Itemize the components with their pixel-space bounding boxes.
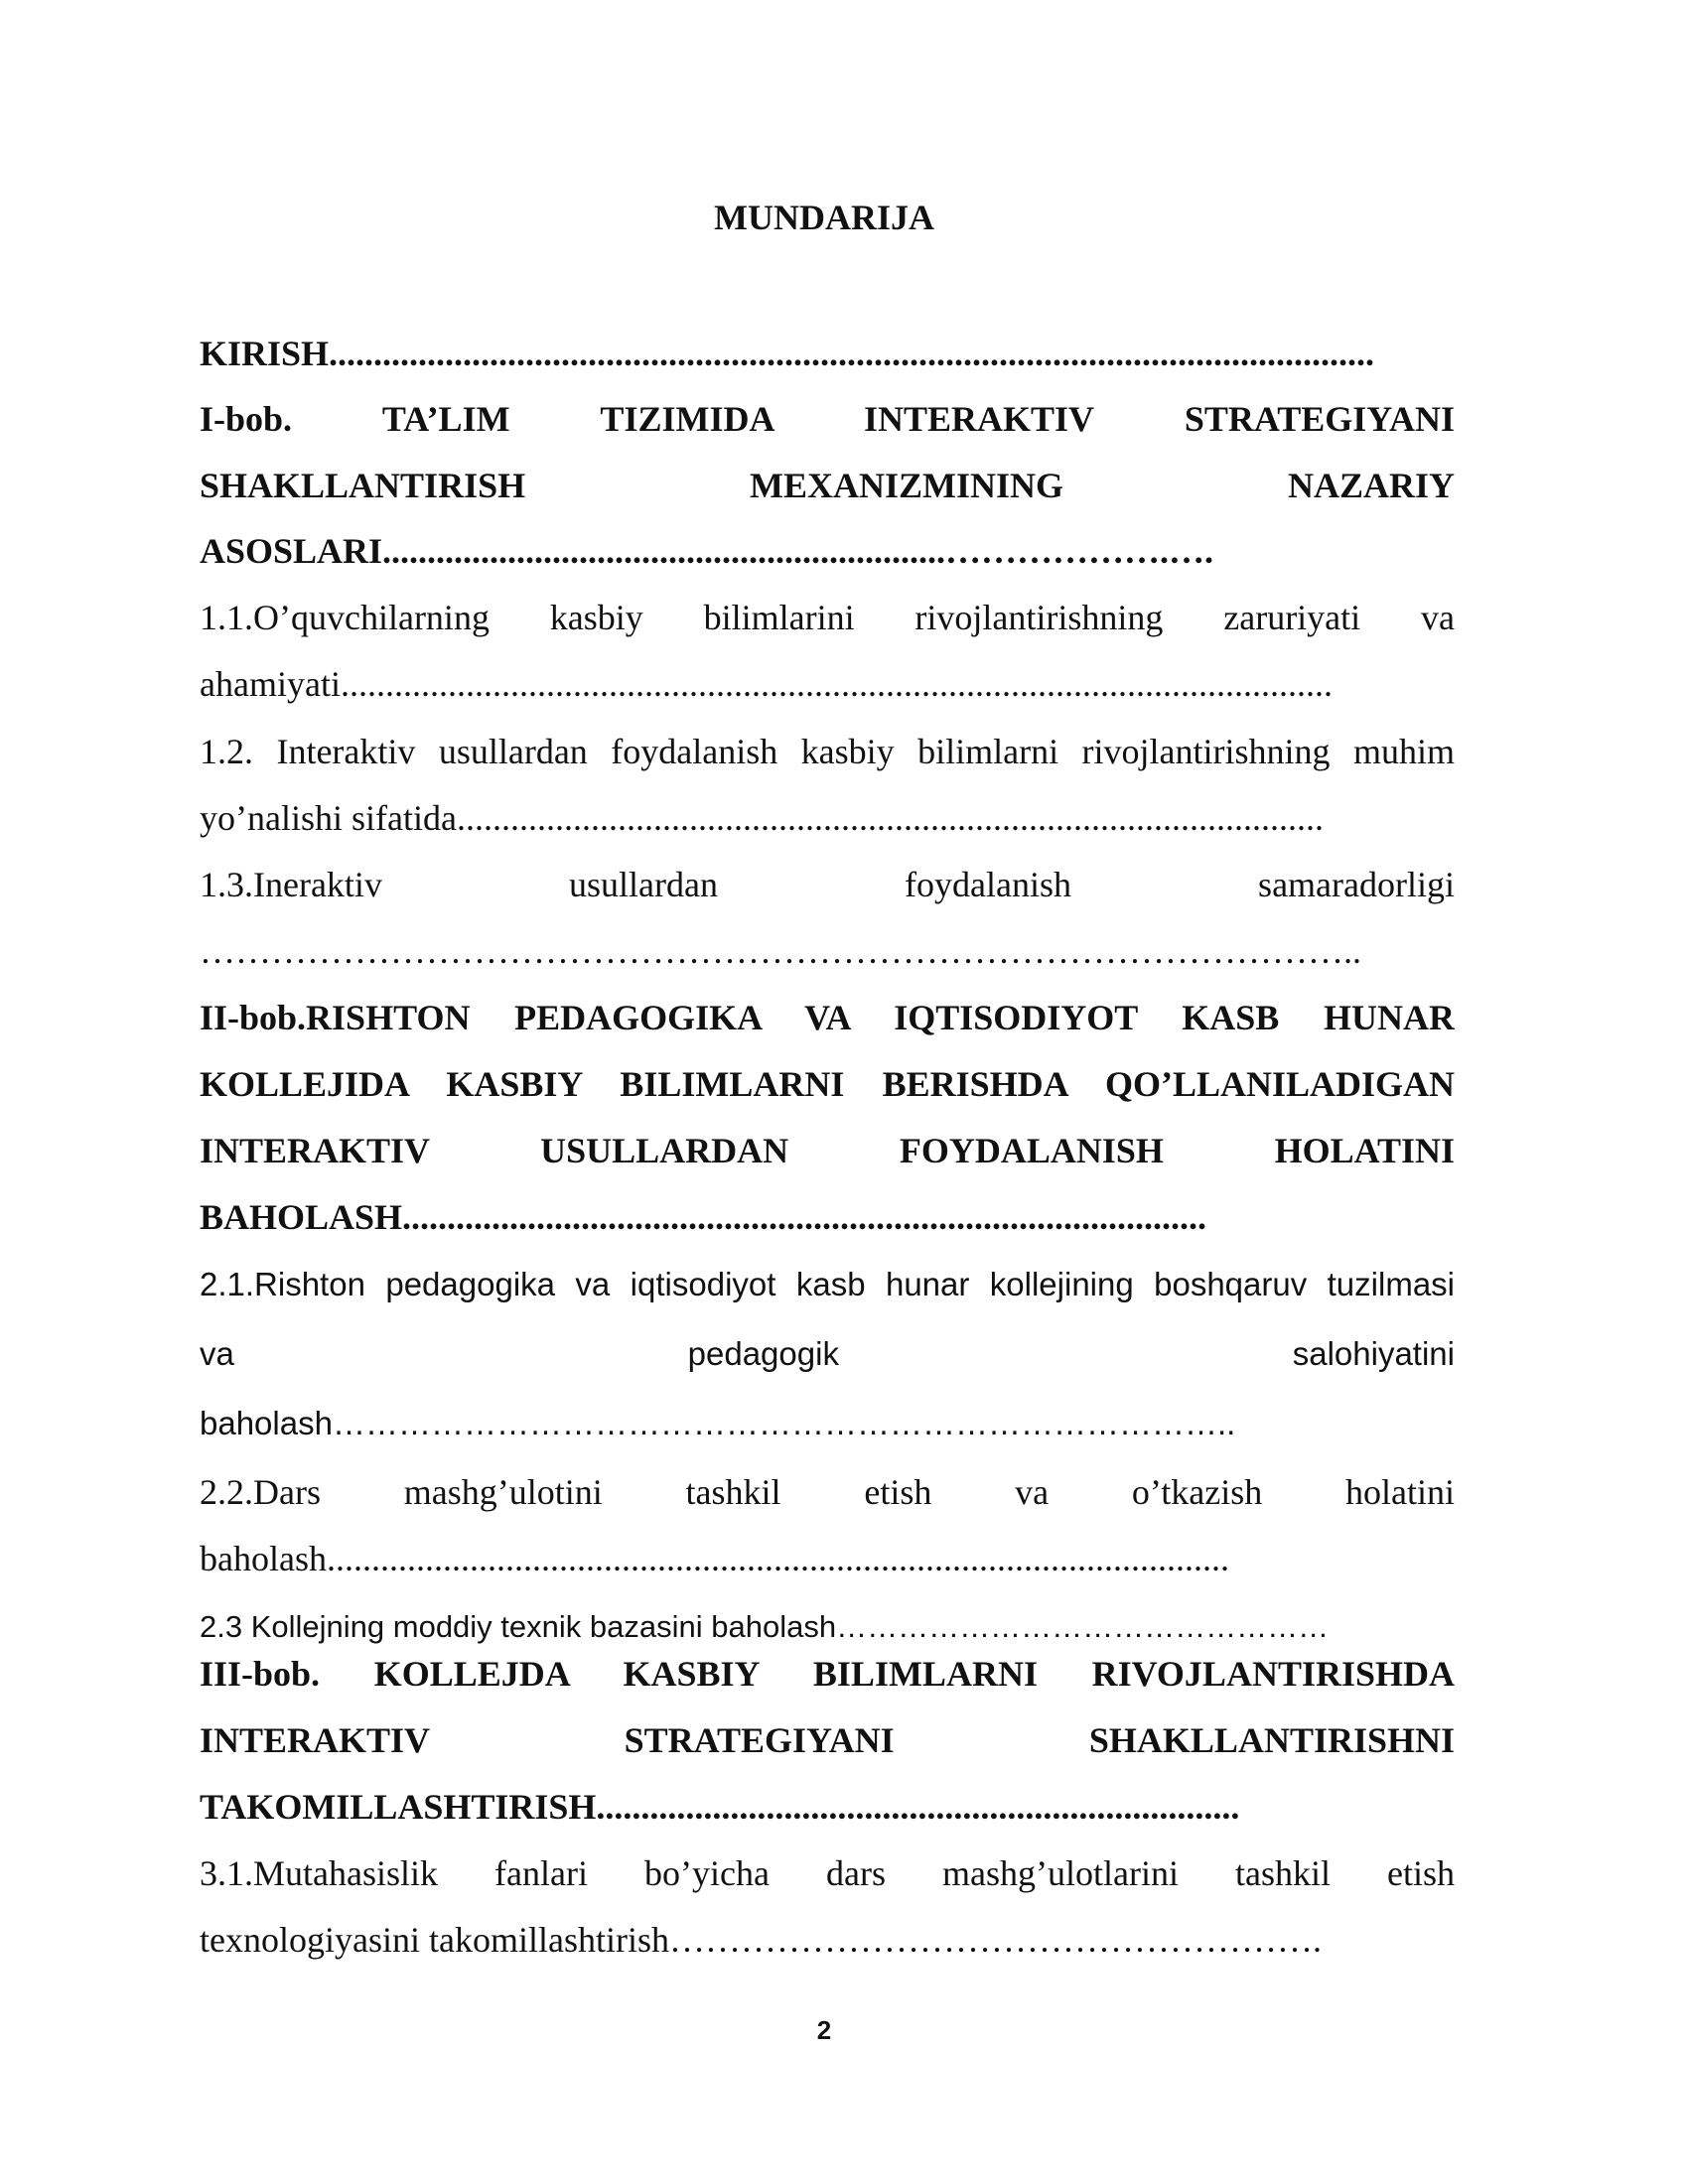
toc-section-1-2-line-1: 1.2. Interaktiv usullardan foydalanish kasbiy bilimlarni rivojlantirishning muhim [200, 732, 1455, 771]
toc-section-2-1-line-1: 2.1.Rishton pedagogika va iqtisodiyot kasb hunar kollejining boshqaruv tuzilmasi [200, 1266, 1455, 1302]
page-number: 2 [816, 2015, 832, 2045]
toc-chapter-2-line-3: INTERAKTIV USULLARDAN FOYDALANISH HOLATINI [200, 1131, 1455, 1170]
toc-chapter-2-line-4: BAHOLASH.......................................................................................... [200, 1197, 1207, 1237]
toc-section-3-1-line-2: texnologiyasini takomillashtirish………………………………………………. [200, 1920, 1322, 1960]
toc-section-1-3-line-1: 1.3.Ineraktiv usullardan foydalanish samaradorligi [200, 865, 1455, 904]
toc-section-1-3-line-2: …………………………………………………………………………………….. [200, 931, 1361, 971]
toc-section-2-3: 2.3 Kollejning moddiy texnik bazasini baholash………………………………………… [200, 1609, 1330, 1644]
toc-section-2-2-line-2: baholash..................................................................................................... [200, 1539, 1229, 1578]
toc-section-1-1-line-2: ahamiyati............................................................................................................... [200, 664, 1333, 704]
toc-chapter-1-line-1: I-bob. TA’LIM TIZIMIDA INTERAKTIV STRATEGIYANI [200, 399, 1455, 439]
toc-chapter-1-line-3: ASOSLARI...............................................................……………….…. [200, 531, 1214, 571]
toc-section-2-2-line-1: 2.2.Dars mashg’ulotini tashkil etish va o’tkazish holatini [200, 1472, 1455, 1512]
toc-section-1-2-line-2: yo’nalishi sifatida................................................................................................. [200, 798, 1324, 838]
toc-section-2-1-line-3: baholash……………………………………………………………………….. [200, 1405, 1236, 1441]
toc-chapter-2-line-1: II-bob.RISHTON PEDAGOGIKA VA IQTISODIYOT KASB HUNAR [200, 998, 1455, 1037]
toc-section-3-1-line-1: 3.1.Mutahasislik fanlari bo’yicha dars mashg’ulotlarini tashkil etish [200, 1853, 1455, 1893]
toc-chapter-3-line-1: III-bob. KOLLEJDA KASBIY BILIMLARNI RIVOJLANTIRISHDA [200, 1654, 1455, 1694]
toc-section-2-1-line-2: va pedagogik salohiyatini [200, 1335, 1455, 1372]
toc-chapter-2-line-2: KOLLEJIDA KASBIY BILIMLARNI BERISHDA QO’LLANILADIGAN [200, 1064, 1455, 1104]
toc-section-1-1-line-1: 1.1.O’quvchilarning kasbiy bilimlarini rivojlantirishning zaruriyati va [200, 598, 1455, 637]
toc-chapter-3-line-3: TAKOMILLASHTIRISH........................................................................ [200, 1787, 1240, 1827]
toc-intro: KIRISH..................................................................................................................... [200, 334, 1375, 373]
toc-chapter-3-line-2: INTERAKTIV STRATEGIYANI SHAKLLANTIRISHNI [200, 1720, 1455, 1760]
page-title: MUNDARIJA [714, 198, 934, 237]
toc-chapter-1-line-2: SHAKLLANTIRISH MEXANIZMINING NAZARIY [200, 466, 1455, 505]
